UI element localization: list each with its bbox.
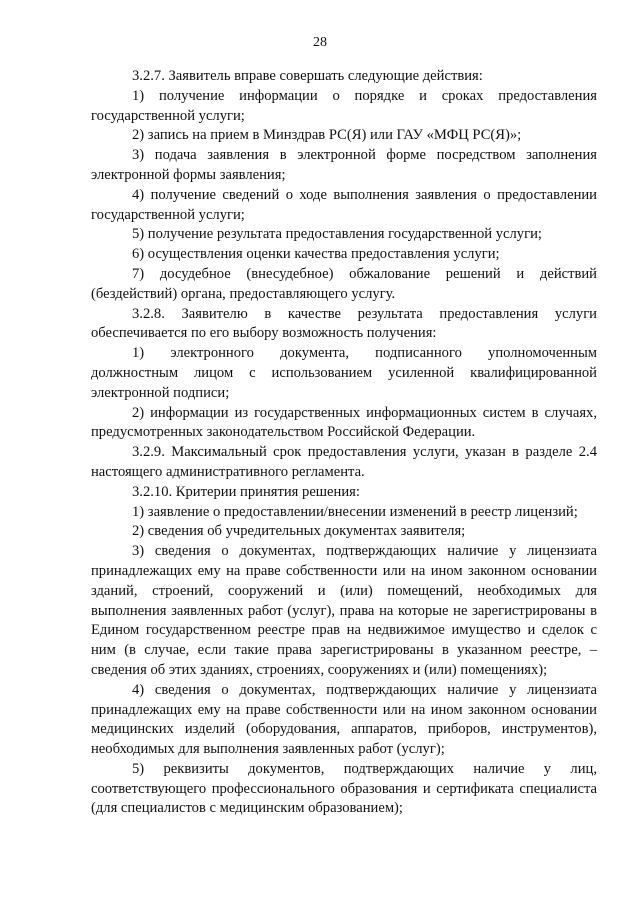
list-item-3: 3) подача заявления в электронной форме посредством заполнения электронной формы заявления; bbox=[91, 147, 597, 183]
paragraph-3-2-9: 3.2.9. Максимальный срок предоставления услуги, указан в разделе 2.4 настоящего административного регламента. bbox=[91, 444, 597, 480]
paragraph-3-2-8: 3.2.8. Заявителю в качестве результата предоставления услуги обеспечивается по его выбору возможность получения: bbox=[91, 305, 597, 342]
paragraph-3-2-10: 3.2.10. Критерии принятия решения: bbox=[132, 483, 360, 500]
list-item-1: 1) заявление о предоставлении/внесении изменений в реестр лицензий; bbox=[132, 503, 578, 520]
page-number: 28 bbox=[313, 35, 327, 50]
list-item-1: 1) электронного документа, подписанного уполномоченным должностным лицом с использованием усиленной квалифицированной электронной подписи; bbox=[91, 345, 597, 401]
paragraph-3-2-7: 3.2.7. Заявитель вправе совершать следующие действия: bbox=[132, 68, 483, 84]
list-item-4: 4) сведения о документах, подтверждающих наличие у лицензиата принадлежащих ему на праве собственности или на ином законном основании медицинских изделий (оборудования, аппаратов, приборов, инструментов), необходимых для выполнения заявленных работ (услуг); bbox=[91, 681, 597, 758]
list-item-2: 2) информации из государственных информационных систем в случаях, предусмотренных законодательством Российской Федерации. bbox=[91, 404, 597, 441]
list-item-2: 2) сведения об учредительных документах заявителя; bbox=[132, 523, 466, 540]
list-item-3: 3) сведения о документах, подтверждающих наличие у лицензиата принадлежащих ему на праве собственности или на ином законном основании зданий, строений, сооружений и (или) помещений, необходимых для выполнения заявленных работ (услуг), права на которые не зарегистрированы в Едином государственном реестре прав на недвижимое имущество и сделок с ним (в случае, если такие права зарегистрированы в указанном реестре, – сведения об этих зданиях, строениях, сооружениях и (или) помещениях); bbox=[91, 543, 597, 678]
list-item-6: 6) осуществления оценки качества предоставления услуги; bbox=[132, 246, 500, 263]
document-body bbox=[91, 67, 597, 819]
list-item-7: 7) досудебное (внесудебное) обжалование решений и действий (бездействий) органа, предоставляющего услугу. bbox=[91, 265, 597, 302]
list-item-5: 5) получение результата предоставления государственной услуги; bbox=[132, 226, 542, 243]
list-item-2: 2) запись на прием в Минздрав РС(Я) или ГАУ «МФЦ РС(Я)»; bbox=[132, 127, 522, 144]
list-item-4: 4) получение сведений о ходе выполнения заявления о предоставлении государственной услуги; bbox=[91, 186, 597, 223]
list-item-5: 5) реквизиты документов, подтверждающих наличие у лиц, соответствующего профессионального образования и сертификата специалиста (для специалистов с медицинским образованием); bbox=[91, 760, 597, 817]
list-item-1: 1) получение информации о порядке и сроках предоставления государственной услуги; bbox=[91, 87, 597, 124]
